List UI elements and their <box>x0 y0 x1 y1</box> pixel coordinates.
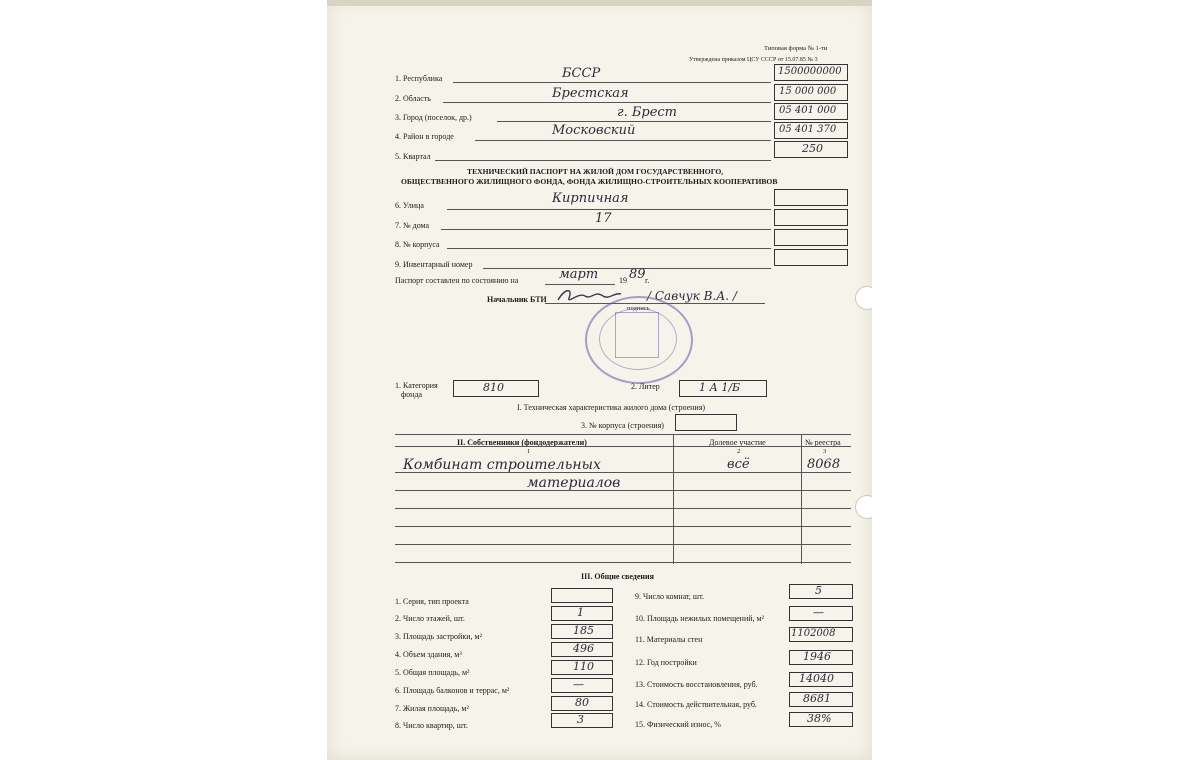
owner-reg: 8068 <box>807 457 841 472</box>
general-label: 5. Общая площадь, м² <box>395 668 470 677</box>
general-label: 14. Стоимость действительная, руб. <box>635 700 757 709</box>
general-label: 12. Год постройки <box>635 658 697 667</box>
form-approval: Утверждена приказом ЦСУ СССР от 15.07.85 № 3 <box>689 57 818 63</box>
section-3-title: III. Общие сведения <box>581 572 654 581</box>
field-line <box>453 82 771 83</box>
field-line <box>441 229 771 230</box>
field-label-republic: 1. Республика <box>395 74 443 83</box>
category-value: 810 <box>483 381 504 394</box>
code-box <box>774 209 848 226</box>
field-label-city: 3. Город (поселок, др.) <box>395 113 472 122</box>
table-row-line <box>395 508 851 509</box>
category-label-2: фонда <box>401 390 423 399</box>
general-label: 15. Физический износ, % <box>635 720 721 729</box>
field-label-region: 2. Область <box>395 94 431 103</box>
code-region: 15 000 000 <box>779 86 837 97</box>
page-top-edge <box>327 0 872 6</box>
compiled-year-prefix: 19 <box>619 276 627 285</box>
official-stamp-center <box>615 312 659 358</box>
table-row-line <box>395 472 851 473</box>
field-line <box>447 248 771 249</box>
field-value-republic: БССР <box>562 66 601 81</box>
field-line <box>545 284 615 285</box>
korpus-label: 3. № корпуса (строения) <box>581 421 664 430</box>
field-label-block: 5. Квартал <box>395 152 431 161</box>
category-label-1: 1. Категория <box>395 381 438 390</box>
doc-title-line1: ТЕХНИЧЕСКИЙ ПАСПОРТ НА ЖИЛОЙ ДОМ ГОСУДАРСТВЕННОГО, <box>467 167 724 176</box>
general-label: 2. Число этажей, шт. <box>395 614 465 623</box>
address-label-inventory: 9. Инвентарный номер <box>395 260 473 269</box>
owners-col-reg: № реестра <box>805 438 841 447</box>
liter-value: 1 А 1/Б <box>699 381 741 394</box>
code-block: 250 <box>802 142 823 155</box>
table-row-line <box>395 526 851 527</box>
owners-col-num: 1 <box>527 448 531 455</box>
general-label: 4. Объем здания, м³ <box>395 650 462 659</box>
field-value-region: Брестская <box>552 86 629 101</box>
section-1-title: I. Техническая характеристика жилого дома (строения) <box>517 403 706 412</box>
owner-name: Комбинат строительных <box>403 457 601 473</box>
general-label: 8. Число квартир, шт. <box>395 721 468 730</box>
table-border <box>395 446 851 447</box>
address-label-building: 8. № корпуса <box>395 240 440 249</box>
punch-hole <box>855 495 872 519</box>
code-box <box>774 249 848 266</box>
table-border <box>395 434 851 435</box>
general-value: 496 <box>573 642 594 655</box>
signature-caption: подпись <box>627 305 650 312</box>
general-value: 110 <box>573 660 594 673</box>
owners-col-num: 2 <box>737 448 741 455</box>
general-label: 9. Число комнат, шт. <box>635 592 704 601</box>
owners-col-share: Долевое участие <box>709 438 766 447</box>
general-label: 1. Серия, тип проекта <box>395 597 469 606</box>
general-value: 5 <box>815 584 822 597</box>
general-label: 6. Площадь балконов и террас, м² <box>395 686 510 695</box>
left-margin <box>0 0 327 760</box>
table-row-line <box>395 490 851 491</box>
doc-title-line2: ОБЩЕСТВЕННОГО ЖИЛИЩНОГО ФОНДА, ФОНДА ЖИЛИЩНО-СТРОИТЕЛЬНЫХ КООПЕРАТИВОВ <box>401 177 778 186</box>
general-label: 10. Площадь нежилых помещений, м² <box>635 614 764 623</box>
general-value: 8681 <box>803 692 831 705</box>
owner-name-cont: материалов <box>527 475 621 491</box>
table-row-line <box>395 562 851 563</box>
field-line <box>483 268 771 269</box>
code-box <box>774 229 848 246</box>
document-page <box>327 0 872 760</box>
general-value: 80 <box>575 696 589 709</box>
compiled-label: Паспорт составлен по состоянию на <box>395 276 519 285</box>
owners-col-num: 3 <box>823 448 827 455</box>
general-value: 1946 <box>803 650 831 663</box>
address-value-street: Кирпичная <box>552 191 629 206</box>
chief-label: Начальник БТИ <box>487 295 547 304</box>
chief-name: / Савчук В.А. / <box>647 289 737 303</box>
form-type: Типовая форма № 1-ти <box>764 45 828 52</box>
punch-hole <box>855 286 872 310</box>
code-box <box>774 189 848 206</box>
field-line <box>447 209 771 210</box>
general-box <box>551 588 613 603</box>
address-label-street: 6. Улица <box>395 201 424 210</box>
general-value: 14040 <box>799 672 834 685</box>
compiled-year-end: г. <box>645 276 650 285</box>
general-value: 3 <box>577 713 584 726</box>
compiled-month: март <box>559 267 599 282</box>
owners-title: II. Собственники (фондодержатели) <box>457 438 587 447</box>
code-city: 05 401 000 <box>779 105 837 116</box>
general-value: — <box>573 678 584 691</box>
general-label: 7. Жилая площадь, м² <box>395 704 469 713</box>
general-label: 3. Площадь застройки, м² <box>395 632 482 641</box>
field-line <box>435 160 771 161</box>
code-republic: 1500000000 <box>778 66 842 77</box>
general-value: 1102008 <box>791 628 836 639</box>
address-value-house: 17 <box>595 211 612 226</box>
field-line <box>475 140 771 141</box>
general-label: 13. Стоимость восстановления, руб. <box>635 680 758 689</box>
general-label: 11. Материалы стен <box>635 635 703 644</box>
table-row-line <box>395 544 851 545</box>
general-value: — <box>813 606 824 619</box>
korpus-box <box>675 414 737 431</box>
owner-share: всё <box>727 457 750 472</box>
compiled-year: 89 <box>629 267 646 282</box>
field-value-district: Московский <box>552 123 636 138</box>
field-line <box>443 102 771 103</box>
general-value: 38% <box>807 712 832 725</box>
field-label-district: 4. Район в городе <box>395 132 454 141</box>
field-line <box>497 121 771 122</box>
general-value: 1 <box>577 606 584 619</box>
general-value: 185 <box>573 624 594 637</box>
liter-label: 2. Литер <box>631 382 660 391</box>
right-margin <box>872 0 1200 760</box>
field-value-city: г. Брест <box>617 105 678 120</box>
address-label-house: 7. № дома <box>395 221 430 230</box>
code-district: 05 401 370 <box>779 124 837 135</box>
